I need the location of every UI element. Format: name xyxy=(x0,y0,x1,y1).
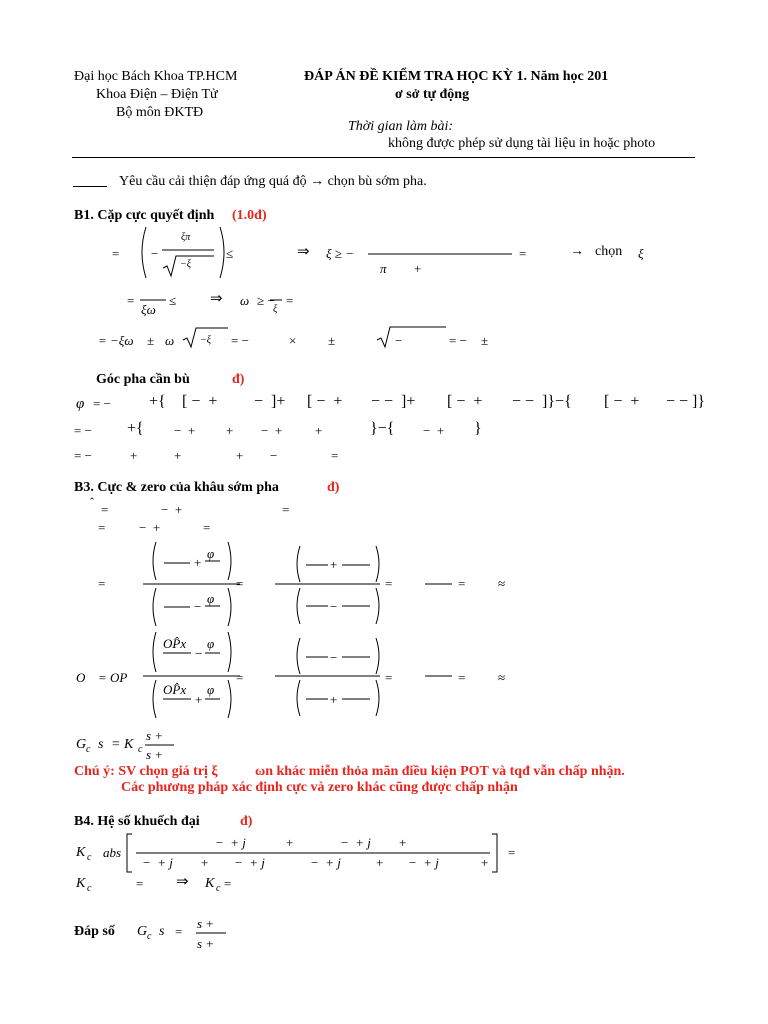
b4-r2-k-sub: c xyxy=(216,883,221,894)
paren-left xyxy=(297,588,300,624)
goc-l1-b: +{ xyxy=(149,393,166,410)
b1-l1-plus: + xyxy=(414,261,422,276)
b1-l2-eq2: = xyxy=(286,293,294,308)
bracket-left xyxy=(127,834,132,872)
goc-l3-a: = − xyxy=(74,448,92,463)
b1-l3-times: × xyxy=(289,333,297,348)
goc-l1-k: [ − + xyxy=(604,393,640,410)
b4-r2-eq2: = xyxy=(224,876,232,891)
radical-sign xyxy=(163,256,214,276)
b3-fb-top1: OP̂x xyxy=(163,636,187,651)
goc-l1-d: − ]+ xyxy=(254,393,286,410)
b1-l2-eq: = xyxy=(127,293,135,308)
b1-l2-den: ξω xyxy=(141,302,156,317)
paren-right xyxy=(376,638,379,674)
goc-l2-e: − + xyxy=(261,423,283,438)
paren-left xyxy=(153,632,156,672)
goc-l1-e: [ − + xyxy=(307,393,343,410)
goc-l2-d: + xyxy=(226,423,234,438)
note-line1a: Chú ý: SV chọn giá trị ξ xyxy=(74,764,218,779)
department-name: Bộ môn ĐKTĐ xyxy=(116,105,204,120)
b1-l1-xi-ge: ξ ≥ − xyxy=(326,246,354,261)
paren-left xyxy=(153,542,156,580)
goc-l2-g: }−{ xyxy=(370,420,395,437)
goc-l3-e: − xyxy=(270,448,278,463)
b3-fb-bot1: OP̂x xyxy=(163,682,187,697)
b3-fa-top-plus: + xyxy=(194,555,202,570)
b1-l2-xi: ξ xyxy=(273,304,278,315)
b1-l1-le: ≤ xyxy=(226,246,234,261)
answer-g-sub: c xyxy=(147,931,152,942)
b3-fa-top-phi: φ xyxy=(207,546,215,561)
goc-points: đ) xyxy=(232,372,245,387)
goc-l2-h: − + xyxy=(423,423,445,438)
answer-den: s + xyxy=(197,936,215,951)
b4-n3: − + j xyxy=(340,835,371,850)
paren-left xyxy=(153,680,156,718)
paren-left xyxy=(297,546,300,582)
b4-r2-implies: ⇒ xyxy=(176,874,189,890)
b3-fa-minus: − xyxy=(330,599,338,614)
b3-gc-sub: c xyxy=(86,744,91,755)
b3-gc-den: s + xyxy=(146,747,164,762)
goc-l1-f: − − ]+ xyxy=(371,393,416,410)
b1-l1-pi: π xyxy=(380,261,387,276)
b1-l1-implies: ⇒ xyxy=(297,244,310,260)
b1-l3-c: = − xyxy=(449,333,467,348)
b4-kc-sub: c xyxy=(87,852,92,863)
b1-l2-implies: ⇒ xyxy=(210,291,223,307)
b4-eq: = xyxy=(508,845,516,860)
b3-fa-eq4: = xyxy=(458,576,466,591)
goc-l2-b: +{ xyxy=(127,420,144,437)
b1-l3-pm2: ± xyxy=(328,333,336,348)
goc-l1-h: − − ]}−{ xyxy=(512,393,572,410)
b3-l1-c: = xyxy=(282,502,290,517)
b1-l1-minus: − xyxy=(151,246,159,261)
b3-l2-a: = xyxy=(98,520,106,535)
document-title: ĐÁP ÁN ĐỀ KIỂM TRA HỌC KỲ 1. Năm học 201 xyxy=(304,69,609,84)
radical-sign xyxy=(377,327,446,347)
b4-d1: − + j xyxy=(142,855,173,870)
b3-fa-eq: = xyxy=(98,576,106,591)
b3-fa-eq3: = xyxy=(385,576,393,591)
b3-gc-s: s xyxy=(98,737,104,752)
goc-l2-f: + xyxy=(315,423,323,438)
goc-l1-a: = − xyxy=(93,396,111,411)
goc-l3-b: + xyxy=(130,448,138,463)
b1-l1-xipi: ξπ xyxy=(181,232,191,243)
intro-text: Yêu cầu cải thiện đáp ứng quá độ → chọn bù sớm pha. xyxy=(119,174,427,189)
b1-points: (1.0đ) xyxy=(232,208,267,223)
b4-d5: + xyxy=(376,855,384,870)
b3-l2-c: = xyxy=(203,520,211,535)
b3-fb-minus: − xyxy=(330,650,338,665)
b3-fa-plus: + xyxy=(330,557,338,572)
b3-l1-hat: ˆ xyxy=(90,495,94,509)
b3-fa-bot-phi: φ xyxy=(207,591,215,606)
b4-r2-kc-sub: c xyxy=(87,883,92,894)
paren-right xyxy=(228,588,231,626)
subject-name: ơ sở tự động xyxy=(395,87,470,102)
b4-r2-eq: = xyxy=(136,876,144,891)
radical-sign xyxy=(183,328,228,347)
paren-right xyxy=(228,680,231,718)
bracket-right xyxy=(492,834,497,872)
goc-l1-g: [ − + xyxy=(447,393,483,410)
b3-fb-o: O xyxy=(76,670,86,685)
b3-gc-kc: c xyxy=(138,744,143,755)
goc-l2-a: = − xyxy=(74,423,92,438)
b4-d7: + xyxy=(481,855,489,870)
b1-l1-eq2: = xyxy=(519,246,527,261)
answer-label: Đáp số xyxy=(74,924,115,939)
paren-left xyxy=(142,227,146,278)
paren-right xyxy=(228,632,231,672)
b1-l2-le: ≤ xyxy=(169,293,177,308)
b3-l1-b: − + xyxy=(161,502,183,517)
b1-l1-eq: = xyxy=(112,246,120,261)
paren-right xyxy=(376,680,379,716)
b1-l3-b: = − xyxy=(231,333,249,348)
b3-l2-b: − + xyxy=(139,520,161,535)
paren-right xyxy=(220,227,224,278)
paren-left xyxy=(297,680,300,716)
goc-heading: Góc pha cần bù xyxy=(96,372,190,387)
b3-l1-a: = xyxy=(101,502,109,517)
b1-l2-ge: ≥ − xyxy=(257,293,275,308)
b1-l1-radicand: −ξ xyxy=(180,259,192,270)
b4-n1: − + j xyxy=(215,835,246,850)
b4-d3: − + j xyxy=(234,855,265,870)
b3-fb-bot-phi: φ xyxy=(207,682,215,697)
b1-l2-omega: ω xyxy=(240,293,250,308)
b1-l1-xi: ξ xyxy=(638,246,644,261)
time-label: Thời gian làm bài: xyxy=(348,119,454,134)
goc-l1-phi: φ xyxy=(76,396,85,412)
note-line2: Các phương pháp xác định cực và zero khác cũng được chấp nhận xyxy=(121,780,518,795)
goc-l1-c: [ − + xyxy=(182,393,218,410)
answer-eq: = xyxy=(175,924,183,939)
b3-fb-eq2: = xyxy=(236,670,244,685)
answer-g: G xyxy=(137,924,148,939)
answer-s: s xyxy=(159,924,165,939)
b3-fb-top2: − xyxy=(195,646,203,661)
b3-fb-eq3: = xyxy=(385,670,393,685)
b4-r2-k: K xyxy=(205,876,215,891)
b3-fb-approx: ≈ xyxy=(498,670,506,685)
b4-heading: B4. Hệ số khuếch đại xyxy=(74,814,200,829)
b3-fa-approx: ≈ xyxy=(498,576,506,591)
goc-l2-c: − + xyxy=(174,423,196,438)
paren-right xyxy=(376,546,379,582)
b1-l1-arrow: → xyxy=(570,244,584,259)
b3-fb-bot2: + xyxy=(195,692,203,707)
b3-fb-top-phi: φ xyxy=(207,636,215,651)
paren-right xyxy=(228,542,231,580)
b4-r2-kc: K xyxy=(76,876,86,891)
b3-fa-bot-minus: − xyxy=(194,599,202,614)
b4-points: đ) xyxy=(240,814,253,829)
goc-l3-f: = xyxy=(331,448,339,463)
faculty-name: Khoa Điện – Điện Tử xyxy=(96,87,218,102)
b1-l3-radicand2: − xyxy=(395,333,403,348)
b4-kc: K xyxy=(76,845,86,860)
goc-l2-k: } xyxy=(474,420,482,437)
b3-fb-plus: + xyxy=(330,692,338,707)
b4-n2: + xyxy=(286,835,294,850)
goc-l3-d: + xyxy=(236,448,244,463)
b3-heading: B3. Cực & zero của khâu sớm pha xyxy=(74,480,279,495)
b1-l3-a: = −ξω xyxy=(98,333,134,348)
goc-l3-c: + xyxy=(174,448,182,463)
b3-fb-eq4: = xyxy=(458,670,466,685)
answer-num: s + xyxy=(197,916,215,931)
note-line1b: ωn khác miễn thỏa mãn điều kiện POT và tqđ vẫn chấp nhận. xyxy=(255,764,625,779)
b3-gc-g: G xyxy=(76,737,87,752)
b1-l1-chon: chọn xyxy=(595,244,623,259)
goc-l1-m: − − ]} xyxy=(666,393,706,410)
paren-right xyxy=(376,588,379,624)
b3-gc-num: s + xyxy=(146,728,164,743)
university-name: Đại học Bách Khoa TP.HCM xyxy=(74,69,238,84)
b4-d2: + xyxy=(201,855,209,870)
b1-l3-radicand: −ξ xyxy=(200,335,212,346)
b3-fb-eq: = OP xyxy=(98,670,128,685)
b3-points: đ) xyxy=(327,480,340,495)
b1-l3-pm: ± xyxy=(147,333,155,348)
b3-fa-eq2: = xyxy=(236,576,244,591)
exam-note: không được phép sử dụng tài liệu in hoặc photo xyxy=(388,136,656,151)
paren-left xyxy=(153,588,156,626)
b4-abs: abs xyxy=(103,845,122,860)
b1-l3-omega: ω xyxy=(165,333,175,348)
b1-heading: B1. Cặp cực quyết định xyxy=(74,208,215,223)
b4-d6: − + j xyxy=(408,855,439,870)
b4-d4: − + j xyxy=(310,855,341,870)
b3-gc-eq: = K xyxy=(111,737,134,752)
b4-n4: + xyxy=(399,835,407,850)
paren-left xyxy=(297,638,300,674)
b1-l3-pm3: ± xyxy=(481,333,489,348)
